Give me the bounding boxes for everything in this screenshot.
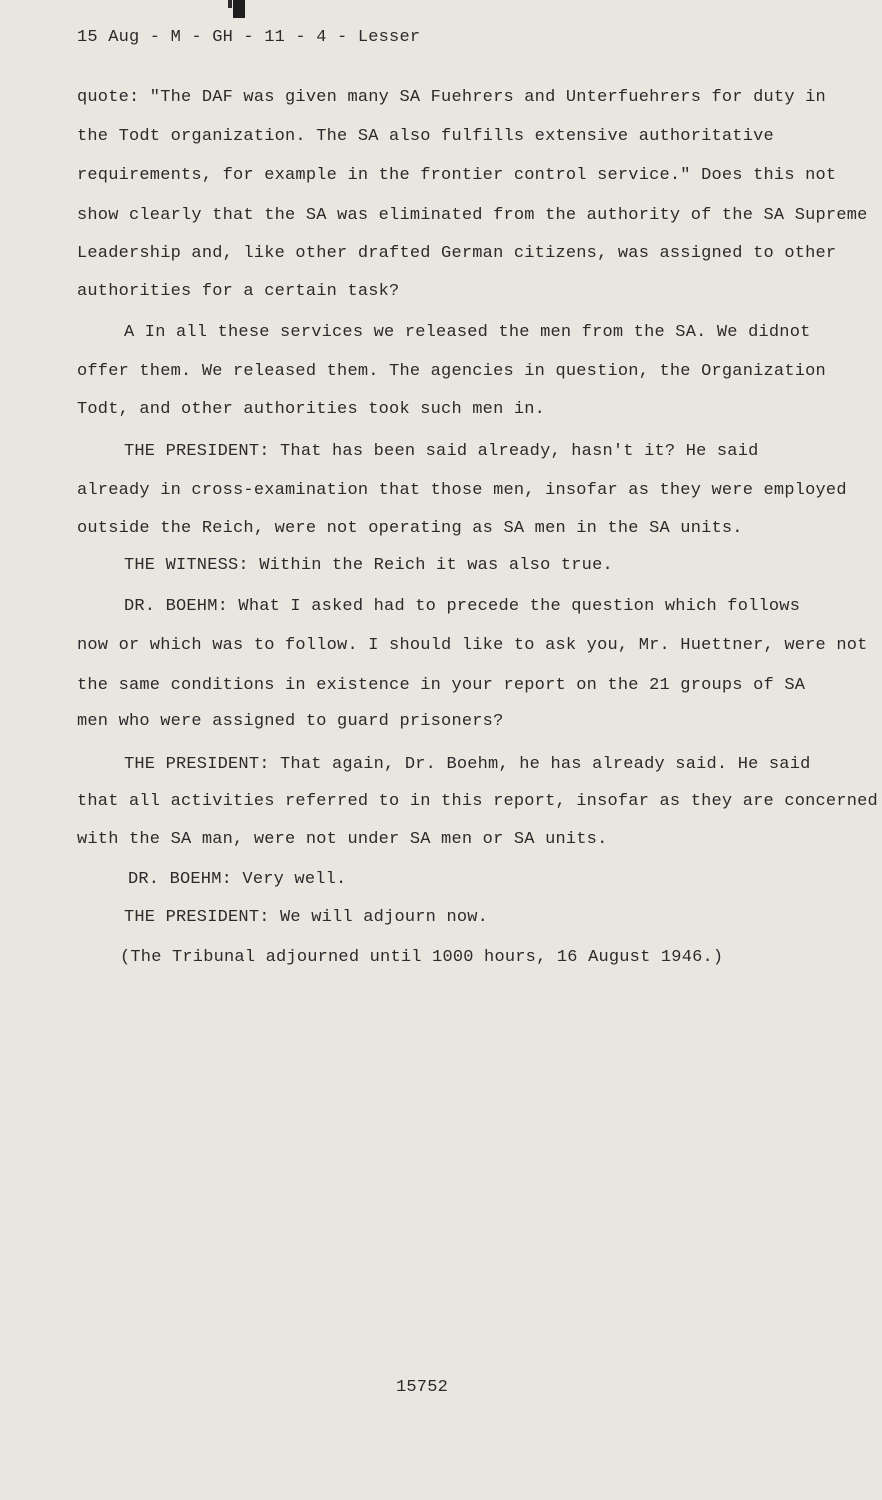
binding-mark-small (228, 0, 232, 8)
answer-line: A In all these services we released the men from the SA. We didnot (124, 323, 811, 342)
text-line: the same conditions in existence in your report on the 21 groups of SA (77, 676, 806, 695)
text-line: outside the Reich, were not operating as SA men in the SA units. (77, 519, 743, 538)
text-line: already in cross-examination that those men, insofar as they were employed (77, 481, 847, 500)
adjournment-note: (The Tribunal adjourned until 1000 hours, 16 August 1946.) (120, 948, 724, 967)
text-line: requirements, for example in the frontier control service." Does this not (77, 166, 837, 185)
speaker-line-boehm: DR. BOEHM: Very well. (128, 870, 347, 889)
page-number: 15752 (396, 1378, 449, 1397)
text-line: show clearly that the SA was eliminated from the authority of the SA Supreme (77, 206, 868, 225)
speaker-line-president: THE PRESIDENT: That has been said already, hasn't it? He said (124, 442, 759, 461)
text-line: men who were assigned to guard prisoners? (77, 712, 504, 731)
text-line: offer them. We released them. The agencies in question, the Organization (77, 362, 826, 381)
text-line: now or which was to follow. I should like to ask you, Mr. Huettner, were not (77, 636, 868, 655)
text-line: with the SA man, were not under SA men or SA units. (77, 830, 608, 849)
speaker-line-witness: THE WITNESS: Within the Reich it was also true. (124, 556, 613, 575)
text-line: that all activities referred to in this report, insofar as they are concerned (77, 792, 878, 811)
text-line: authorities for a certain task? (77, 282, 400, 301)
text-line: quote: "The DAF was given many SA Fuehrers and Unterfuehrers for duty in (77, 88, 826, 107)
page-header: 15 Aug - M - GH - 11 - 4 - Lesser (77, 28, 421, 47)
speaker-line-boehm: DR. BOEHM: What I asked had to precede the question which follows (124, 597, 801, 616)
text-line: Todt, and other authorities took such men in. (77, 400, 546, 419)
speaker-line-president: THE PRESIDENT: That again, Dr. Boehm, he has already said. He said (124, 755, 811, 774)
text-line: Leadership and, like other drafted German citizens, was assigned to other (77, 244, 837, 263)
text-line: the Todt organization. The SA also fulfills extensive authoritative (77, 127, 774, 146)
speaker-line-president: THE PRESIDENT: We will adjourn now. (124, 908, 489, 927)
binding-mark (233, 0, 245, 18)
